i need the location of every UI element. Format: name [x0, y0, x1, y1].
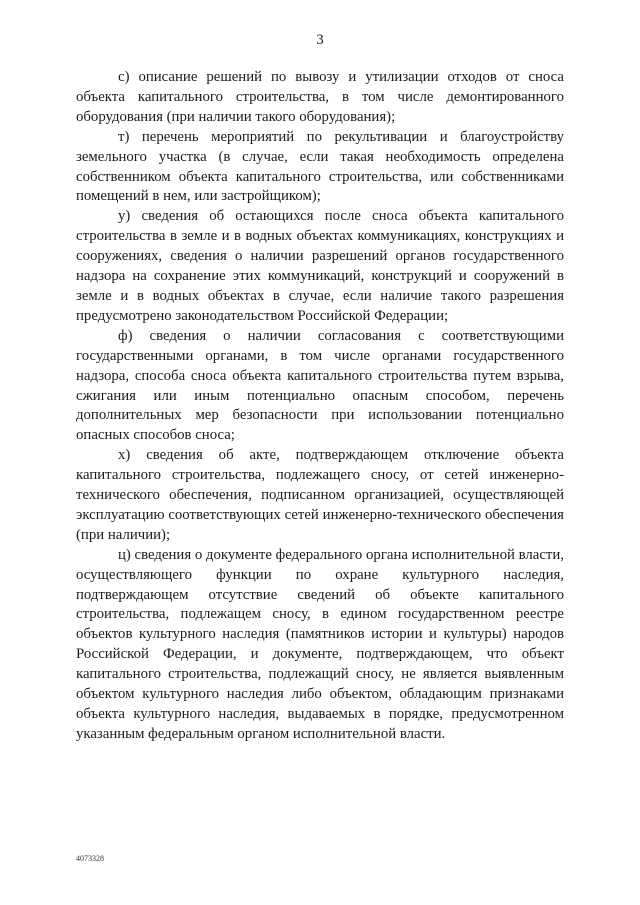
paragraph-kh: х) сведения об акте, подтверждающем отключение объекта капитального строительства, подлежащего сносу, от сетей инженерно-технического обеспечения, подписанном организацией, осуществляющей эксплуатацию соответствующих сетей инженерно-технического обеспечения (при наличии);	[76, 447, 564, 543]
paragraph-s: с) описание решений по вывозу и утилизации отходов от сноса объекта капитального строительства, в том числе демонтированного оборудования (при наличии такого оборудования);	[76, 69, 564, 125]
document-body	[76, 68, 564, 745]
paragraph-f: ф) сведения о наличии согласования с соответствующими государственными органами, в том числе органами государственного надзора, способа сноса объекта капитального строительства путем взрыва, сжигания или иным потенциально опасным способом, перечень дополнительных мер безопасности при использовании потенциально опасных способов сноса;	[76, 327, 564, 444]
paragraph-ts: ц) сведения о документе федерального органа исполнительной власти, осуществляющего функции по охране культурного наследия, подтверждающем отсутствие сведений об объекте капитального строительства, подлежащем сносу, в едином государственном реестре объектов культурного наследия (памятников истории и культуры) народов Российской Федерации, и документе, подтверждающем, что объект капитального строительства, подлежащий сносу, не является выявленным объектом культурного наследия либо объектом, обладающим признаками объекта культурного наследия, выдаваемых в порядке, предусмотренном указанным федеральным органом исполнительной власти.	[76, 546, 564, 742]
paragraph-t: т) перечень мероприятий по рекультивации и благоустройству земельного участка (в случае, если такая необходимость определена собственником объекта капитального строительства, или собственниками помещений в нем, или застройщиком);	[76, 128, 564, 205]
page-number: 3	[316, 32, 324, 48]
paragraph-u: у) сведения об остающихся после сноса объекта капитального строительства в земле и в водных объектах коммуникациях, конструкциях и сооружениях, сведения о наличии разрешений органов государственного надзора на сохранение этих коммуникаций, конструкций и сооружений в земле и в водных объектах в случае, если наличие такого разрешения предусмотрено законодательством Российской Федерации;	[76, 208, 564, 324]
document-code: 4073328	[76, 854, 104, 863]
